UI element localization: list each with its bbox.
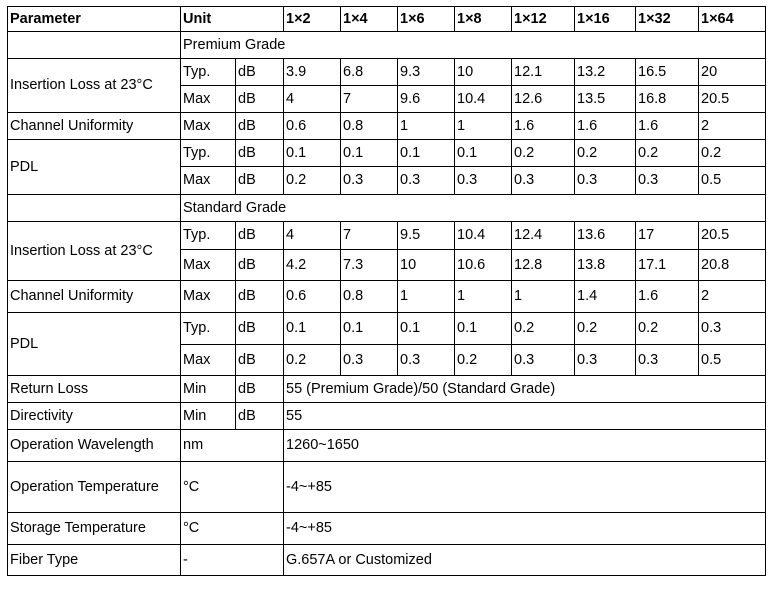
value-cell: 4 [284, 86, 341, 113]
value-cell: 0.5 [699, 167, 766, 195]
value-cell: 20.8 [699, 250, 766, 281]
fiber-type-label: Fiber Type [8, 545, 181, 576]
wavelength-row [8, 430, 766, 462]
value-cell: 0.1 [398, 313, 455, 345]
type-cell: Max [181, 345, 236, 376]
value-cell: 0.1 [455, 140, 512, 167]
standard-insertion-label: Insertion Loss at 23°C [8, 222, 181, 281]
value-cell: 7 [341, 86, 398, 113]
value-cell: 20.5 [699, 222, 766, 250]
value-cell: 0.8 [341, 281, 398, 313]
value-cell: 0.1 [284, 140, 341, 167]
standard-pdl-label: PDL [8, 313, 181, 376]
header-1x16: 1×16 [575, 7, 636, 32]
value-cell: 20.5 [699, 86, 766, 113]
header-row [8, 7, 766, 32]
type-cell: Max [181, 86, 236, 113]
value-cell: 12.8 [512, 250, 575, 281]
value-cell: 13.5 [575, 86, 636, 113]
value-cell: 10.6 [455, 250, 512, 281]
value-cell: 10.4 [455, 86, 512, 113]
value-cell: 17 [636, 222, 699, 250]
value-cell: 1.6 [512, 113, 575, 140]
return-loss-value: 55 (Premium Grade)/50 (Standard Grade) [284, 376, 766, 403]
premium-uniformity-row [8, 113, 766, 140]
unit-cell: dB [236, 281, 284, 313]
storage-temperature-row [8, 513, 766, 545]
value-cell: 0.5 [699, 345, 766, 376]
value-cell: 0.3 [398, 167, 455, 195]
fiber-type-row [8, 545, 766, 576]
value-cell: 0.2 [636, 140, 699, 167]
value-cell: 1.4 [575, 281, 636, 313]
storage-temperature-value: -4~+85 [284, 513, 766, 545]
operation-temperature-label: Operation Temperature [8, 462, 181, 513]
value-cell: 0.3 [341, 345, 398, 376]
value-cell: 4.2 [284, 250, 341, 281]
value-cell: 7 [341, 222, 398, 250]
value-cell: 4 [284, 222, 341, 250]
premium-insertion-label: Insertion Loss at 23°C [8, 59, 181, 113]
value-cell: 0.2 [284, 167, 341, 195]
standard-grade-row [8, 195, 766, 222]
value-cell: 0.3 [699, 313, 766, 345]
value-cell: 10.4 [455, 222, 512, 250]
value-cell: 9.6 [398, 86, 455, 113]
value-cell: 0.3 [455, 167, 512, 195]
value-cell: 1.6 [575, 113, 636, 140]
value-cell: 2 [699, 113, 766, 140]
directivity-row [8, 403, 766, 430]
value-cell: 1 [455, 281, 512, 313]
value-cell: 0.1 [284, 313, 341, 345]
standard-uniformity-row [8, 281, 766, 313]
value-cell: 1.6 [636, 281, 699, 313]
premium-pdl-typ-row [8, 140, 766, 167]
premium-grade-row [8, 32, 766, 59]
unit-cell: dB [236, 113, 284, 140]
unit-cell: nm [181, 430, 284, 462]
value-cell: 0.3 [575, 345, 636, 376]
unit-cell: dB [236, 59, 284, 86]
unit-cell: °C [181, 513, 284, 545]
value-cell: 7.3 [341, 250, 398, 281]
value-cell: 16.5 [636, 59, 699, 86]
storage-temperature-label: Storage Temperature [8, 513, 181, 545]
header-1x6: 1×6 [398, 7, 455, 32]
value-cell: 0.3 [512, 345, 575, 376]
value-cell: 20 [699, 59, 766, 86]
value-cell: 1 [455, 113, 512, 140]
value-cell: 0.2 [512, 313, 575, 345]
value-cell: 0.1 [398, 140, 455, 167]
type-cell: Typ. [181, 59, 236, 86]
type-cell: Max [181, 113, 236, 140]
value-cell: 3.9 [284, 59, 341, 86]
standard-insertion-typ-row [8, 222, 766, 250]
header-1x2: 1×2 [284, 7, 341, 32]
unit-cell: dB [236, 403, 284, 430]
value-cell: 0.3 [341, 167, 398, 195]
value-cell: 0.8 [341, 113, 398, 140]
unit-cell: dB [236, 313, 284, 345]
header-1x12: 1×12 [512, 7, 575, 32]
header-1x4: 1×4 [341, 7, 398, 32]
value-cell: 16.8 [636, 86, 699, 113]
value-cell: 12.1 [512, 59, 575, 86]
value-cell: 12.4 [512, 222, 575, 250]
standard-uniformity-label: Channel Uniformity [8, 281, 181, 313]
unit-cell: dB [236, 250, 284, 281]
value-cell: 0.1 [455, 313, 512, 345]
value-cell: 2 [699, 281, 766, 313]
directivity-label: Directivity [8, 403, 181, 430]
header-unit: Unit [181, 7, 284, 32]
value-cell: 1 [398, 113, 455, 140]
premium-pdl-label: PDL [8, 140, 181, 195]
header-1x64: 1×64 [699, 7, 766, 32]
value-cell: 1 [512, 281, 575, 313]
value-cell: 0.2 [284, 345, 341, 376]
return-loss-row [8, 376, 766, 403]
value-cell: 10 [455, 59, 512, 86]
wavelength-value: 1260~1650 [284, 430, 766, 462]
premium-uniformity-label: Channel Uniformity [8, 113, 181, 140]
value-cell: 1.6 [636, 113, 699, 140]
value-cell: 10 [398, 250, 455, 281]
spec-table [7, 6, 766, 576]
directivity-value: 55 [284, 403, 766, 430]
header-1x32: 1×32 [636, 7, 699, 32]
value-cell: 13.8 [575, 250, 636, 281]
unit-cell: - [181, 545, 284, 576]
unit-cell: dB [236, 140, 284, 167]
type-cell: Max [181, 281, 236, 313]
value-cell: 0.2 [512, 140, 575, 167]
type-cell: Min [181, 403, 236, 430]
operation-temperature-value: -4~+85 [284, 462, 766, 513]
unit-cell: dB [236, 86, 284, 113]
value-cell: 0.2 [699, 140, 766, 167]
value-cell: 0.3 [398, 345, 455, 376]
type-cell: Typ. [181, 222, 236, 250]
value-cell: 1 [398, 281, 455, 313]
value-cell: 17.1 [636, 250, 699, 281]
value-cell: 0.2 [575, 313, 636, 345]
value-cell: 0.3 [512, 167, 575, 195]
value-cell: 9.3 [398, 59, 455, 86]
value-cell: 0.2 [455, 345, 512, 376]
return-loss-label: Return Loss [8, 376, 181, 403]
fiber-type-value: G.657A or Customized [284, 545, 766, 576]
premium-grade-label: Premium Grade [181, 32, 766, 59]
header-parameter: Parameter [8, 7, 181, 32]
unit-cell: dB [236, 222, 284, 250]
standard-pdl-typ-row [8, 313, 766, 345]
header-1x8: 1×8 [455, 7, 512, 32]
value-cell: 0.2 [636, 313, 699, 345]
value-cell: 0.6 [284, 113, 341, 140]
type-cell: Typ. [181, 140, 236, 167]
spec-table-body [8, 7, 766, 576]
type-cell: Max [181, 167, 236, 195]
value-cell: 0.1 [341, 140, 398, 167]
value-cell: 13.2 [575, 59, 636, 86]
value-cell: 0.3 [636, 345, 699, 376]
operation-temperature-row [8, 462, 766, 513]
grade-blank-cell [8, 32, 181, 59]
value-cell: 0.3 [575, 167, 636, 195]
unit-cell: dB [236, 376, 284, 403]
standard-grade-label: Standard Grade [181, 195, 766, 222]
value-cell: 0.3 [636, 167, 699, 195]
value-cell: 0.1 [341, 313, 398, 345]
value-cell: 12.6 [512, 86, 575, 113]
premium-insertion-typ-row [8, 59, 766, 86]
value-cell: 0.6 [284, 281, 341, 313]
type-cell: Max [181, 250, 236, 281]
value-cell: 13.6 [575, 222, 636, 250]
type-cell: Typ. [181, 313, 236, 345]
type-cell: Min [181, 376, 236, 403]
unit-cell: dB [236, 167, 284, 195]
value-cell: 6.8 [341, 59, 398, 86]
wavelength-label: Operation Wavelength [8, 430, 181, 462]
value-cell: 9.5 [398, 222, 455, 250]
unit-cell: °C [181, 462, 284, 513]
unit-cell: dB [236, 345, 284, 376]
value-cell: 0.2 [575, 140, 636, 167]
grade-blank-cell [8, 195, 181, 222]
